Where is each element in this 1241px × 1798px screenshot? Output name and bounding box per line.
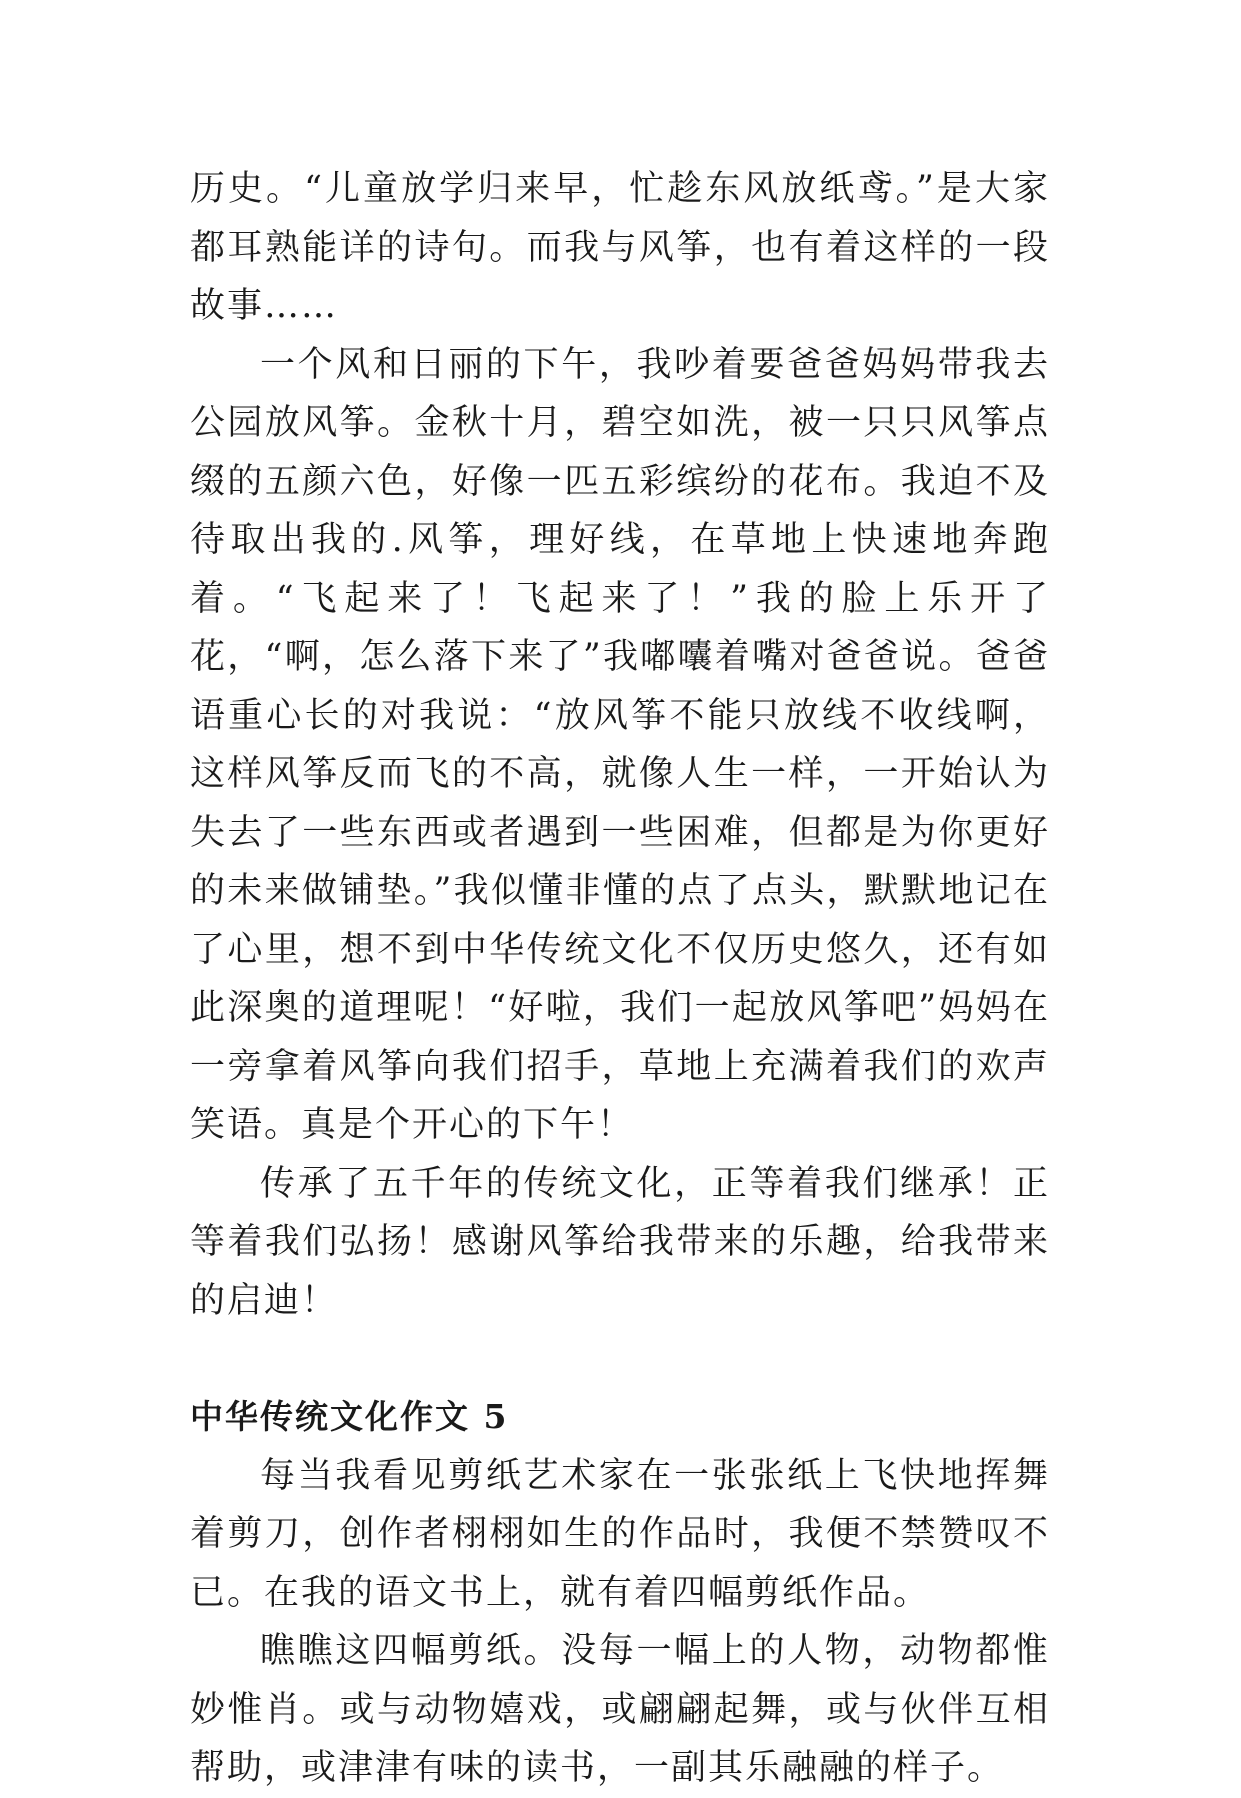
paragraph-kite-story: 一个风和日丽的下午，我吵着要爸爸妈妈带我去公园放风筝。金秋十月，碧空如洗，被一只只风筝点缀的五颜六色，好像一匹五彩缤纷的花布。我迫不及待取出我的.风筝，理好线，在草地上快速地奔跑着。“飞起来了！飞起来了！”我的脸上乐开了花，“啊，怎么落下来了”我嘟囔着嘴对爸爸说。爸爸语重心长的对我说：“放风筝不能只放线不收线啊，这样风筝反而飞的不高，就像人生一样，一开始认为失去了一些东西或者遇到一些困难，但都是为你更好的未来做铺垫。”我似懂非懂的点了点头，默默地记在了心里，想不到中华传统文化不仅历史悠久，还有如此深奥的道理呢！“好啦，我们一起放风筝吧”妈妈在一旁拿着风筝向我们招手，草地上充满着我们的欢声笑语。真是个开心的下午！ [190,344,1050,1145]
section-heading: 中华传统文化作文 5 [190,1397,509,1436]
document-body [190,160,1050,1798]
paragraph-intro: 历史。“儿童放学归来早，忙趁东风放纸鸢。”是大家都耳熟能详的诗句。而我与风筝，也有着这样的一段故事…… [190,169,1050,326]
paragraph-papercut-detail: 瞧瞧这四幅剪纸。没每一幅上的人物，动物都惟妙惟肖。或与动物嬉戏，或翩翩起舞，或与伙伴互相帮助，或津津有味的读书，一副其乐融融的样子。 [190,1631,1050,1788]
paragraph-papercut-intro: 每当我看见剪纸艺术家在一张张纸上飞快地挥舞着剪刀，创作者栩栩如生的作品时，我便不禁赞叹不已。在我的语文书上，就有着四幅剪纸作品。 [190,1455,1050,1613]
paragraph-conclusion: 传承了五千年的传统文化，正等着我们继承！正等着我们弘扬！感谢风筝给我带来的乐趣，给我带来的启迪！ [190,1163,1050,1321]
